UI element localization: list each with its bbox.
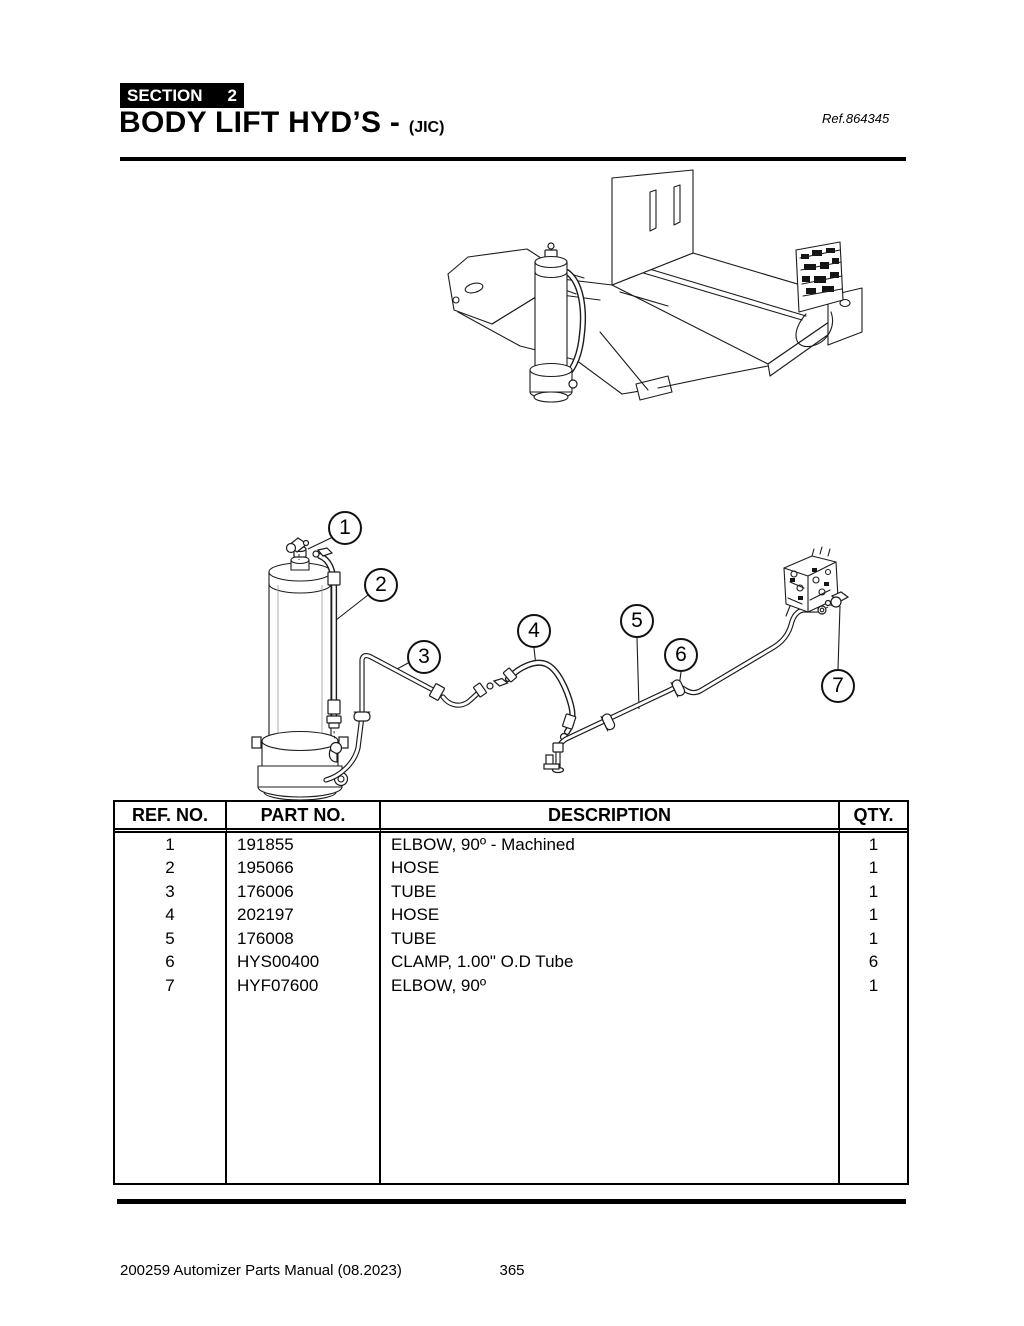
chassis-hoist-cylinder	[530, 243, 583, 402]
callout-2	[364, 568, 398, 602]
cell-ref: 6	[115, 951, 227, 975]
tube-5	[544, 606, 826, 773]
callout-5-label: 5	[631, 609, 643, 632]
table-filler	[381, 998, 840, 1184]
cell-ref: 1	[115, 833, 227, 857]
page-title-text: BODY LIFT HYD’S -	[119, 106, 401, 139]
cell-ref: 2	[115, 857, 227, 881]
cell-part: 195066	[227, 857, 381, 881]
tube-clamp-a	[354, 712, 370, 721]
callout-5	[620, 604, 654, 638]
cell-desc: CLAMP, 1.00" O.D Tube	[381, 951, 840, 975]
cell-desc: TUBE	[381, 880, 840, 904]
cell-part: 202197	[227, 904, 381, 928]
callout-6	[664, 638, 698, 672]
cell-part: HYS00400	[227, 951, 381, 975]
reference-number: Ref.864345	[822, 111, 890, 126]
section-number: 2	[227, 85, 237, 105]
header-rule	[120, 157, 906, 161]
chassis-illustration	[440, 165, 870, 445]
footer-page-number: 365	[499, 1262, 525, 1279]
cell-part: 176006	[227, 880, 381, 904]
footer-manual-info: 200259 Automizer Parts Manual (08.2023)	[120, 1262, 402, 1279]
cell-part: 176008	[227, 927, 381, 951]
page-title	[119, 106, 444, 140]
callout-3-label: 3	[418, 645, 430, 668]
column-header-desc: DESCRIPTION	[381, 802, 840, 833]
cell-desc: TUBE	[381, 927, 840, 951]
cell-desc: ELBOW, 90º	[381, 974, 840, 998]
callout-4-label: 4	[528, 619, 540, 642]
table-filler	[840, 998, 907, 1184]
callout-1	[328, 511, 362, 545]
callout-7	[821, 669, 855, 703]
cell-qty: 1	[868, 881, 879, 901]
cell-part: 191855	[227, 833, 381, 857]
cell-desc: ELBOW, 90º - Machined	[381, 833, 840, 857]
tube-clamp-c	[671, 679, 686, 697]
section-label: SECTION	[127, 85, 203, 105]
column-header-ref: REF. NO.	[115, 802, 227, 833]
cell-part: HYF07600	[227, 974, 381, 998]
valve-block	[784, 547, 838, 616]
tube-3	[326, 656, 487, 780]
cell-qty: 1	[868, 834, 879, 854]
callout-leader-lines	[308, 537, 840, 709]
callout-4	[517, 614, 551, 648]
cell-desc: HOSE	[381, 904, 840, 928]
callout-7-label: 7	[832, 674, 844, 697]
cell-ref: 5	[115, 927, 227, 951]
callout-6-label: 6	[675, 643, 687, 666]
hose-4	[487, 663, 576, 741]
column-header-qty: QTY.	[840, 802, 907, 833]
callout-2-label: 2	[375, 573, 387, 596]
footer-rule	[117, 1199, 906, 1204]
parts-table	[113, 800, 909, 1185]
cell-ref: 3	[115, 880, 227, 904]
callout-3	[407, 640, 441, 674]
cell-qty: 1	[868, 905, 879, 925]
callout-1-label: 1	[339, 516, 351, 539]
page-title-suffix: (JIC)	[408, 119, 445, 136]
cell-ref: 4	[115, 904, 227, 928]
cell-qty: 1	[868, 928, 879, 948]
cell-desc: HOSE	[381, 857, 840, 881]
cell-qty: 1	[868, 975, 879, 995]
section-badge	[120, 83, 244, 108]
cell-qty: 1	[868, 858, 879, 878]
column-header-part: PART NO.	[227, 802, 381, 833]
cell-ref: 7	[115, 974, 227, 998]
table-filler	[227, 998, 381, 1184]
table-filler	[115, 998, 227, 1184]
cell-qty: 6	[868, 952, 879, 972]
